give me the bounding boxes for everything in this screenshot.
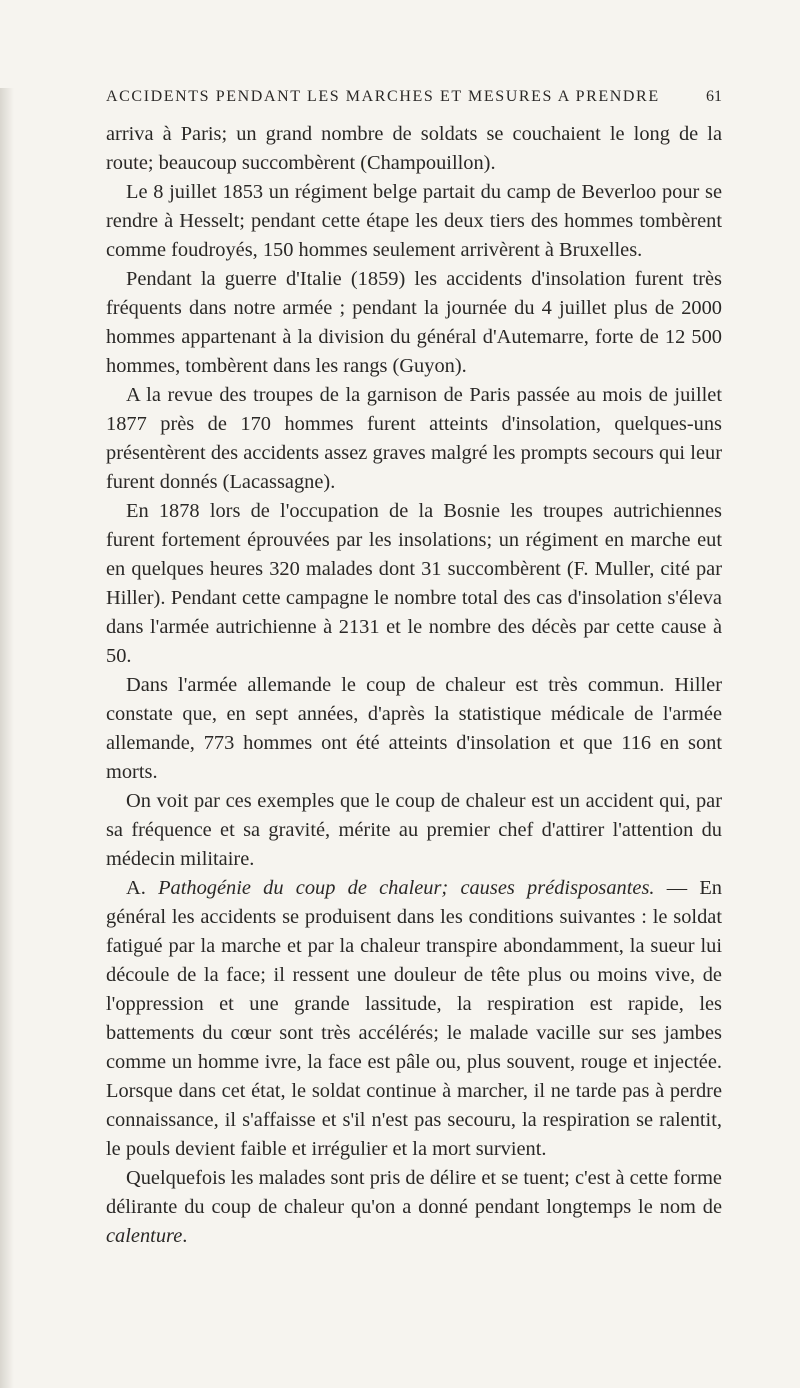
paragraph-text: En 1878 lors de l'occupation de la Bosnie les troupes autrichiennes furent fortement éprouvées par les insolations; un régiment en marche eut en quelques heures 320 malades dont 31 succombèrent (F. Muller, cité par Hiller). Pendant cette campagne le nombre total des cas d'insolation s'éleva dans l'armée autrichienne à 2131 et le nombre des décès par cette cause à 50.: [106, 500, 722, 667]
paragraph: [106, 265, 722, 381]
paragraph-text: Le 8 juillet 1853 un régiment belge partait du camp de Beverloo pour se rendre à Hesselt; pendant cette étape les deux tiers des hommes tombèrent comme foudroyés, 150 hommes seulement arrivèrent à Bruxelles.: [106, 181, 722, 261]
section-heading: Pathogénie du coup de chaleur; causes prédisposantes.: [158, 877, 655, 899]
paragraph-text: — En général les accidents se produisent dans les conditions suivantes : le soldat fatigué par la marche et par la chaleur transpire abondamment, la sueur lui découle de la face; il ressent une douleur de tête plus ou moins vive, de l'oppression et une grande lassitude, la respiration est rapide, les battements du cœur sont très accélérés; le malade vacille sur ses jambes comme un homme ivre, la face est pâle ou, plus souvent, rouge et injectée. Lorsque dans cet état, le soldat continue à marcher, il ne tarde pas à perdre connaissance, il s'affaisse et s'il n'est pas secouru, la respiration se ralentit, le pouls devient faible et irrégulier et la mort survient.: [106, 877, 722, 1160]
paragraph-text: On voit par ces exemples que le coup de chaleur est un accident qui, par sa fréquence et sa gravité, mérite au premier chef d'attirer l'attention du médecin militaire.: [106, 790, 722, 870]
paragraph: [106, 120, 722, 178]
running-title: ACCIDENTS PENDANT LES MARCHES ET MESURES A PRENDRE: [106, 88, 660, 105]
page-number: 61: [706, 88, 722, 105]
running-header: [106, 88, 722, 110]
section-paragraph: [106, 874, 722, 1164]
emphasized-term: calenture: [106, 1225, 183, 1247]
body-text: [106, 120, 722, 1251]
section-letter: A.: [126, 877, 159, 899]
paragraph-tail: .: [182, 1225, 188, 1247]
paragraph: [106, 787, 722, 874]
paragraph: [106, 381, 722, 497]
book-page: [0, 88, 800, 1388]
page-edge-shadow: [0, 88, 14, 1388]
paragraph: [106, 671, 722, 787]
paragraph-text: A la revue des troupes de la garnison de Paris passée au mois de juillet 1877 près de 170 hommes furent atteints d'insolation, quelques-uns présentèrent des accidents assez graves malgré les prompts secours qui leur furent donnés (Lacassagne).: [106, 384, 722, 493]
paragraph-text: Quelquefois les malades sont pris de délire et se tuent; c'est à cette forme délirante du coup de chaleur qu'on a donné pendant longtemps le nom de: [106, 1167, 722, 1218]
paragraph-text: Dans l'armée allemande le coup de chaleur est très commun. Hiller constate que, en sept années, d'après la statistique médicale de l'armée allemande, 773 hommes ont été atteints d'insolation et que 116 en sont morts.: [106, 674, 722, 783]
paragraph-text: Pendant la guerre d'Italie (1859) les accidents d'insolation furent très fréquents dans notre armée ; pendant la journée du 4 juillet plus de 2000 hommes appartenant à la division du général d'Autemarre, forte de 12 500 hommes, tombèrent dans les rangs (Guyon).: [106, 268, 722, 377]
paragraph: [106, 1164, 722, 1251]
paragraph: [106, 497, 722, 671]
paragraph-text: arriva à Paris; un grand nombre de soldats se couchaient le long de la route; beaucoup succombèrent (Champouillon).: [106, 123, 722, 174]
paragraph: [106, 178, 722, 265]
